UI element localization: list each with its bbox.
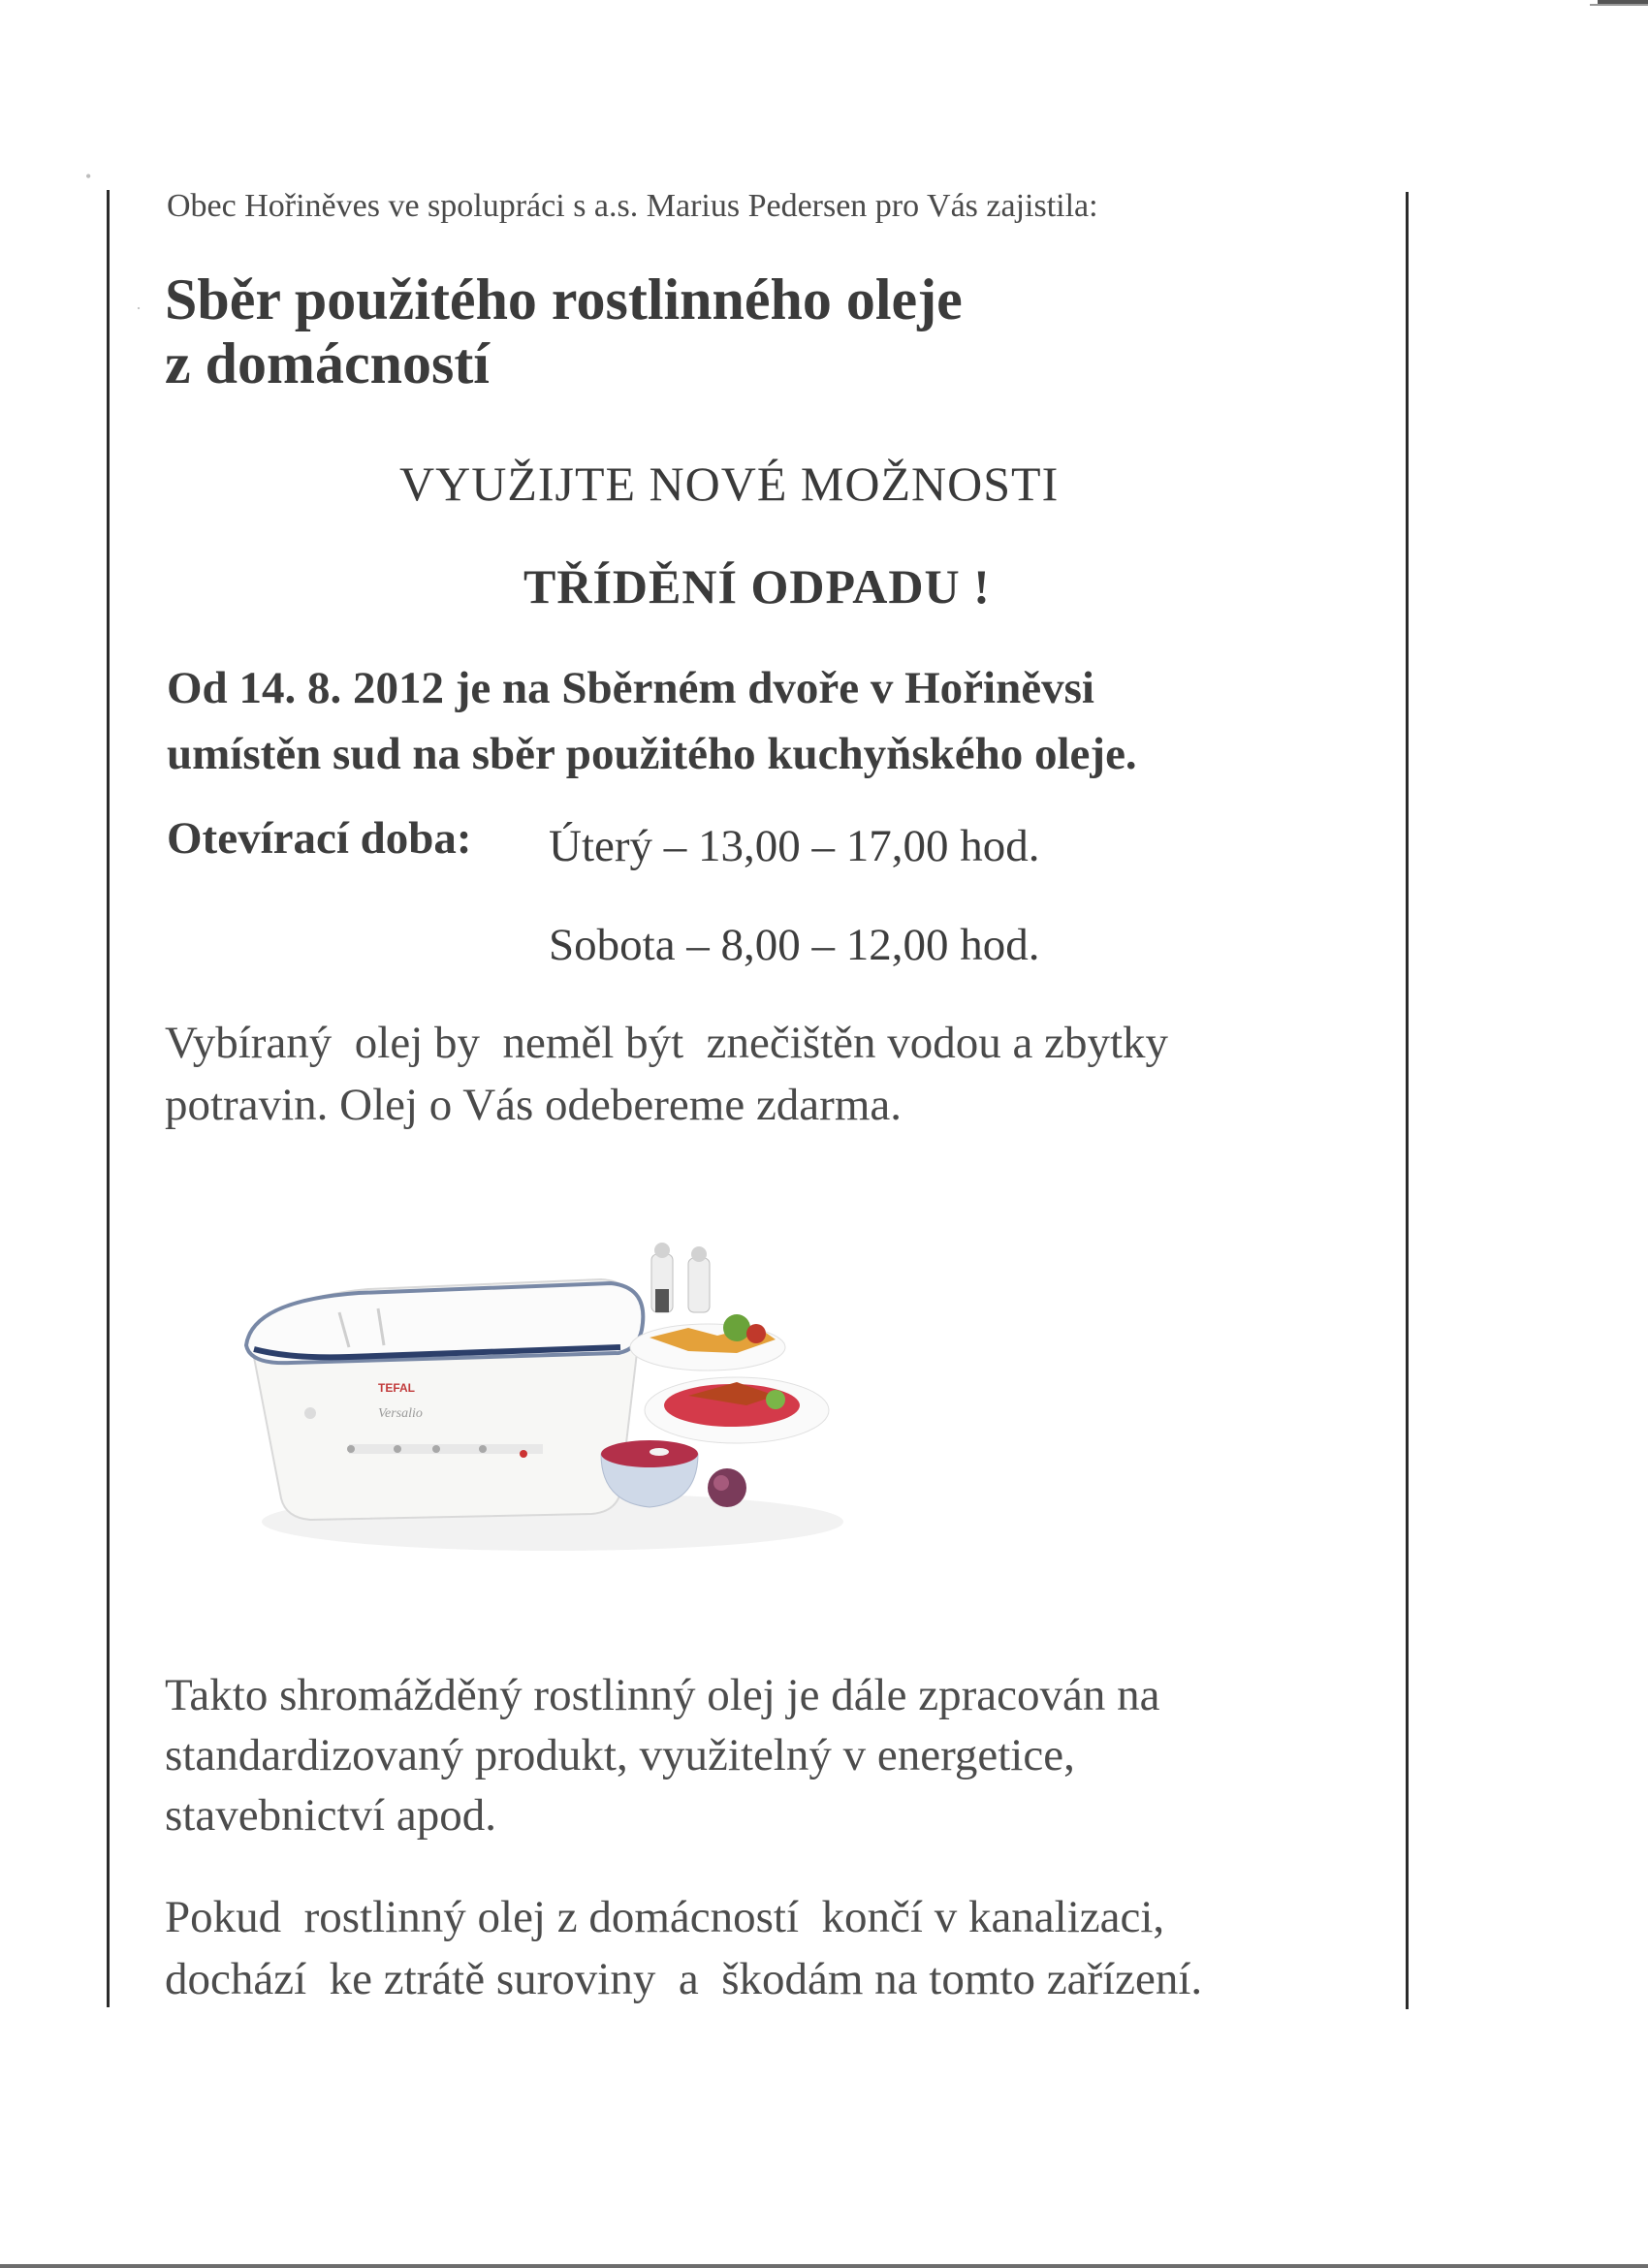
- red-onion-image: [708, 1468, 746, 1507]
- processing-line-3: stavebnictví apod.: [165, 1790, 496, 1841]
- announcement-line-2: umístěn sud na sběr použitého kuchyňského oleje.: [167, 729, 1137, 779]
- opening-hours-tuesday: Úterý – 13,00 – 17,00 hod.: [549, 821, 1040, 871]
- sewer-damage-paragraph: [165, 1886, 1415, 2010]
- opening-hours-label: Otevírací doba:: [167, 813, 472, 864]
- oil-condition-paragraph: [165, 1012, 1406, 1136]
- notice-title: [165, 268, 1328, 395]
- deep-fryer-image: [246, 1279, 643, 1520]
- sewer-damage-line-2: dochází ke ztrátě suroviny a škodám na tomto zařízení.: [165, 1954, 1203, 2004]
- salt-pepper-shakers-image: [651, 1243, 710, 1312]
- heading-waste-sorting: TŘÍDĚNÍ ODPADU !: [523, 559, 991, 614]
- processing-paragraph: [165, 1665, 1406, 1845]
- announcement-line-1: Od 14. 8. 2012 je na Sběrném dvoře v Hořiněvsi: [167, 663, 1094, 713]
- intro-line: Obec Hořiněves ve spolupráci s a.s. Marius Pedersen pro Vás zajistila:: [167, 188, 1098, 224]
- fryer-model-text: Versalio: [378, 1406, 423, 1421]
- oil-condition-line-1: Vybíraný olej by neměl být znečištěn vodou a zbytky: [165, 1018, 1169, 1068]
- left-border-line: [107, 190, 110, 2007]
- heading-new-options: VYUŽIJTE NOVÉ MOŽNOSTI: [399, 457, 1060, 511]
- sewer-damage-line-1: Pokud rostlinný olej z domácností končí v kanalizaci,: [165, 1892, 1165, 1942]
- fryer-brand-text: TEFAL: [378, 1381, 415, 1395]
- plate-with-salad-image: [645, 1377, 829, 1443]
- oil-condition-line-2: potravin. Olej o Vás odebereme zdarma.: [165, 1080, 902, 1130]
- title-line-1: Sběr použitého rostlinného oleje: [165, 268, 963, 331]
- scan-bottom-edge: [0, 2264, 1648, 2268]
- announcement-paragraph: [167, 655, 1388, 787]
- scan-speck: •: [85, 167, 92, 186]
- plate-with-fries-image: [630, 1314, 785, 1370]
- fryer-and-food-illustration: [233, 1212, 892, 1560]
- scan-edge-mark-2: [1590, 4, 1648, 6]
- processing-line-2: standardizovaný produkt, využitelný v energetice,: [165, 1730, 1075, 1780]
- processing-line-1: Takto shromážděný rostlinný olej je dále zpracován na: [165, 1670, 1160, 1720]
- title-line-2: z domácností: [165, 331, 490, 395]
- scan-speck: ·: [136, 299, 142, 318]
- right-border-line: [1406, 192, 1409, 2009]
- opening-hours-saturday: Sobota – 8,00 – 12,00 hod.: [549, 920, 1040, 970]
